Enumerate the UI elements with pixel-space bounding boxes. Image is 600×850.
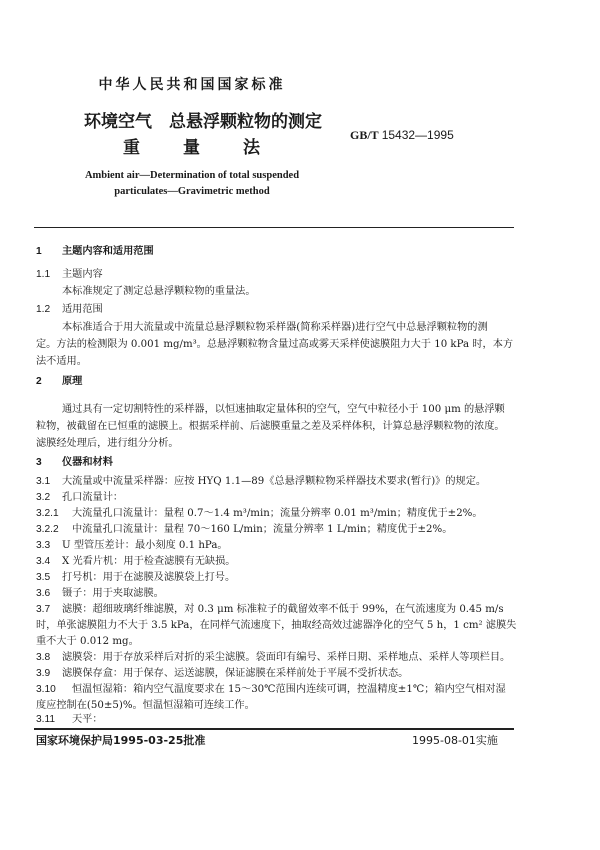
clause-text: 恒温恒湿箱：箱内空气温度要求在 15～30℃范围内连续可调，控温精度±1℃；箱内空气相对湿	[72, 684, 506, 695]
paragraph-line	[36, 438, 179, 450]
clause-line	[36, 684, 506, 696]
clause-text: 孔口流量计：	[62, 492, 124, 503]
clause-number: 1	[36, 246, 42, 257]
english-title-line2: particulates—Gravimetric method	[114, 186, 270, 197]
paragraph-line	[36, 421, 505, 433]
section-heading	[36, 376, 82, 388]
clause-line	[36, 476, 486, 488]
clause-line	[36, 269, 103, 281]
clause-text: 主题内容	[62, 269, 103, 280]
paragraph-line	[36, 636, 139, 648]
clause-text: 中流量孔口流量计：量程 70～160 L/min；流量分辨率 1 L/min；精度优于±2%。	[72, 524, 453, 535]
top-divider	[34, 227, 514, 228]
section-heading	[36, 457, 113, 469]
clause-text: 主题内容和适用范围	[62, 246, 154, 257]
clause-text: 大流量或中流量采样器：应按 HYQ 1.1—89《总悬浮颗粒物采样器技术要求(暂行)》的规定。	[62, 476, 487, 487]
clause-text: 打号机：用于在滤膜及滤膜袋上打号。	[62, 572, 236, 583]
subtitle-char: 量	[183, 138, 200, 158]
clause-text: U 型管压差计：最小刻度 0.1 hPa。	[62, 540, 228, 551]
clause-text: 重不大于 0.012 mg。	[36, 636, 139, 647]
paragraph-line	[62, 404, 505, 416]
paragraph-line	[36, 700, 255, 712]
clause-text: 粒物，被截留在已恒重的滤膜上。根据采样前、后滤膜重量之差及采样体积，计算总悬浮颗粒物的浓度。	[36, 421, 505, 432]
clause-text: 仪器和材料	[62, 457, 113, 468]
subtitle-char: 重	[123, 138, 140, 158]
clause-number: 3.10	[36, 684, 56, 695]
clause-text: 时，单张滤膜阻力不大于 3.5 kPa，在同样气流速度下，抽取经高效过滤器净化的空气 5 h，1 cm² 滤膜失	[36, 620, 517, 631]
clause-number: 3.2	[36, 492, 51, 503]
clause-number: 3.7	[36, 604, 51, 615]
clause-line	[36, 508, 483, 520]
code-number: 15432—1995	[381, 128, 454, 142]
clause-number: 1.2	[36, 304, 51, 315]
subtitle-char: 法	[243, 138, 260, 158]
clause-number: 3.2.1	[36, 508, 59, 519]
clause-line	[36, 652, 510, 664]
effective-date: 1995-08-01实施	[412, 734, 498, 747]
clause-line	[36, 604, 504, 616]
clause-number: 3	[36, 457, 42, 468]
clause-text: 滤膜经处理后，进行组分分析。	[36, 438, 179, 449]
paragraph-line	[36, 356, 87, 368]
clause-text: 度应控制在(50±5)%。恒温恒湿箱可连续工作。	[36, 700, 255, 711]
clause-line	[36, 572, 235, 584]
clause-number: 3.6	[36, 588, 51, 599]
clause-text: 本标准规定了测定总悬浮颗粒物的重量法。	[62, 286, 256, 297]
clause-number: 2	[36, 376, 42, 387]
clause-number: 3.9	[36, 668, 51, 679]
paragraph-line	[62, 322, 488, 334]
section-heading	[36, 246, 154, 258]
clause-number: 1.1	[36, 269, 51, 280]
clause-text: 镊子：用于夹取滤膜。	[62, 588, 164, 599]
approval-note: 国家环境保护局1995-03-25批准	[36, 734, 206, 747]
document-title: 环境空气 总悬浮颗粒物的测定	[84, 112, 322, 132]
clause-text: 适用范围	[62, 304, 103, 315]
clause-line	[36, 492, 123, 504]
bottom-divider	[34, 728, 514, 730]
clause-text: 滤膜保存盒：用于保存、运送滤膜，保证滤膜在采样前处于平展不受折状态。	[62, 668, 409, 679]
national-standard-label: 中华人民共和国国家标准	[98, 77, 286, 93]
clause-number: 3.3	[36, 540, 51, 551]
clause-text: 本标准适合于用大流量或中流量总悬浮颗粒物采样器(简称采样器)进行空气中总悬浮颗粒物的测	[62, 322, 488, 333]
clause-text: 通过具有一定切割特性的采样器，以恒速抽取定量体积的空气，空气中粒径小于 100 μm 的悬浮颗	[62, 404, 505, 415]
clause-text: 定。方法的检测限为 0.001 mg/m³。总悬浮颗粒物含量过高或雾天采样使滤膜阻力大于 10 kPa 时，本方	[36, 339, 514, 350]
clause-line	[36, 304, 103, 316]
clause-text: X 光看片机：用于检查滤膜有无缺损。	[62, 556, 236, 567]
clause-text: 天平：	[72, 714, 103, 725]
paragraph-line	[36, 339, 513, 351]
clause-line	[36, 714, 103, 726]
document-subtitle	[123, 138, 303, 158]
clause-number: 3.1	[36, 476, 51, 487]
clause-number: 3.5	[36, 572, 51, 583]
clause-text: 法不适用。	[36, 356, 87, 367]
clause-number: 3.2.2	[36, 524, 59, 535]
clause-text: 原理	[62, 376, 83, 387]
clause-line	[36, 540, 228, 552]
paragraph-line	[36, 620, 516, 632]
clause-line	[36, 668, 408, 680]
clause-text: 滤膜袋：用于存放采样后对折的采尘滤膜。袋面印有编号、采样日期、采样地点、采样人等项栏目。	[62, 652, 511, 663]
clause-line	[36, 588, 164, 600]
clause-number: 3.8	[36, 652, 51, 663]
clause-text: 滤膜：超细玻璃纤维滤膜，对 0.3 μm 标准粒子的截留效率不低于 99%，在气流速度为 0.45 m/s	[62, 604, 504, 615]
standard-code	[350, 128, 454, 143]
paragraph-line	[62, 286, 256, 298]
clause-number: 3.4	[36, 556, 51, 567]
code-prefix: GB/T	[350, 128, 379, 142]
clause-number: 3.11	[36, 714, 56, 725]
english-title-line1: Ambient air—Determination of total suspended	[84, 170, 300, 181]
clause-line	[36, 524, 452, 536]
clause-text: 大流量孔口流量计：量程 0.7～1.4 m³/min；流量分辨率 0.01 m³/min；精度优于±2%。	[72, 508, 483, 519]
clause-line	[36, 556, 236, 568]
